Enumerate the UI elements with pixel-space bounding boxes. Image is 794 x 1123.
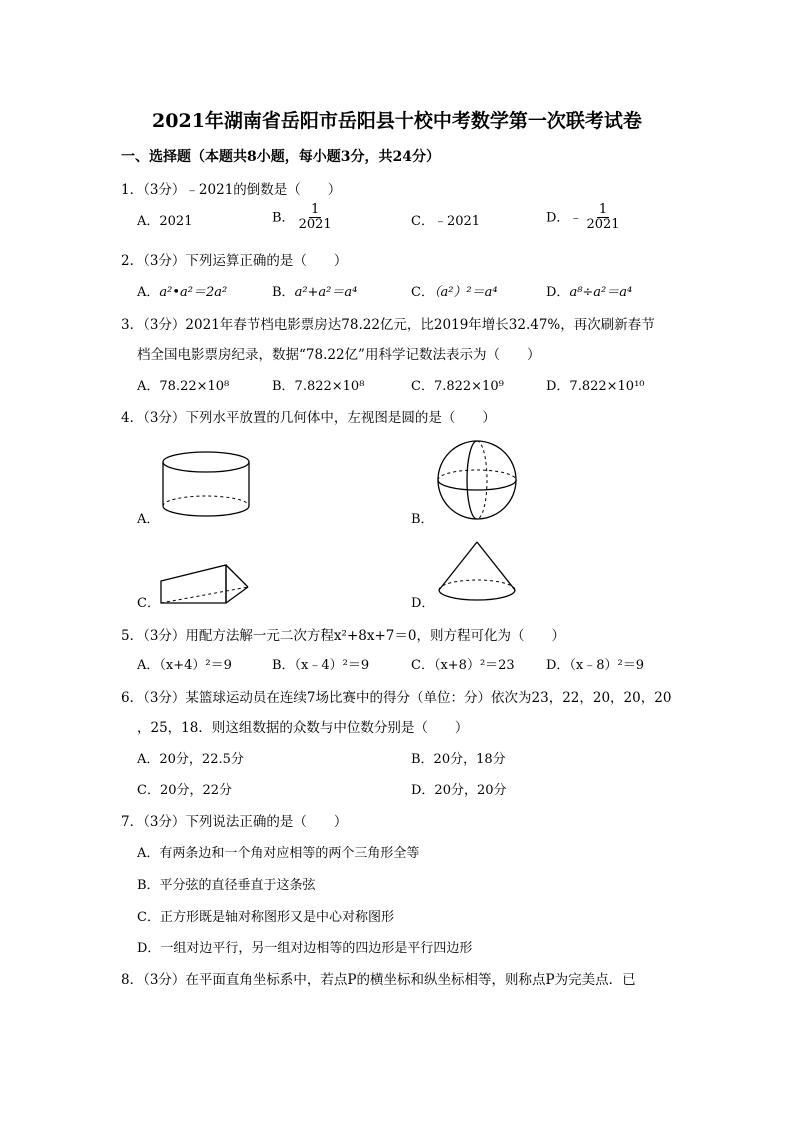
- question-2-stem: 2．（3分）下列运算正确的是（ ）: [121, 253, 348, 269]
- question-5-option-a: A．（x+4）²＝9: [137, 658, 232, 673]
- question-1-stem: 1．（3分）﹣2021的倒数是（ ）: [121, 182, 342, 198]
- fraction: $\frac{1}{2021}$: [586, 202, 620, 233]
- question-1-option-a: A．2021: [137, 214, 193, 229]
- question-6-option-b: B．20分，18分: [411, 752, 506, 767]
- question-1-option-d: D．﹣ $\frac{1}{2021}$: [546, 202, 620, 233]
- question-2-option-c: C．（a²）²＝a⁴: [411, 285, 498, 300]
- section-heading: 一、选择题（本题共8小题，每小题3分，共24分）: [121, 149, 440, 165]
- sphere-figure: [436, 439, 518, 521]
- question-2-option-d: D．a⁸÷a²＝a⁴: [546, 285, 633, 300]
- question-7-option-b: B．平分弦的直径垂直于这条弦: [137, 878, 316, 893]
- question-4-option-b: B．: [411, 512, 434, 527]
- question-5-stem: 5．（3分）用配方法解一元二次方程x²+8x+7＝0，则方程可化为（ ）: [121, 628, 565, 644]
- question-7-option-a: A．有两条边和一个角对应相等的两个三角形全等: [137, 846, 420, 861]
- cylinder-figure: [160, 450, 252, 520]
- question-3-option-d: D．7.822×10¹⁰: [546, 379, 645, 394]
- question-5-option-b: B．（x﹣4）²＝9: [272, 658, 370, 673]
- question-6-option-a: A．20分，22.5分: [137, 752, 244, 767]
- page-title: 2021年湖南省岳阳市岳阳县十校中考数学第一次联考试卷: [152, 110, 642, 132]
- question-6-option-d: D．20分，20分: [411, 783, 507, 798]
- question-2-option-b: B．a²+a²＝a⁴: [272, 285, 358, 300]
- question-8-stem: 8．（3分）在平面直角坐标系中，若点P的横坐标和纵坐标相等，则称点P为完美点．已: [121, 972, 636, 988]
- question-3-option-c: C．7.822×10⁹: [411, 379, 504, 394]
- question-3-option-b: B．7.822×10⁸: [272, 379, 365, 394]
- question-6-option-c: C．20分，22分: [137, 783, 233, 798]
- question-3-stem-line1: 3．（3分）2021年春节档电影票房达78.22亿元，比2019年增长32.47%，再次刷新春节: [121, 317, 655, 333]
- cone-figure: [436, 540, 518, 606]
- question-3-stem-line2: 档全国电影票房纪录，数据“78.22亿”用科学记数法表示为（ ）: [137, 347, 541, 363]
- question-3-option-a: A．78.22×10⁸: [137, 379, 230, 394]
- question-1-option-b: B． $\frac{1}{2021}$: [272, 202, 332, 233]
- question-7-option-c: C．正方形既是轴对称图形又是中心对称图形: [137, 910, 394, 925]
- question-4-option-a: A．: [137, 512, 160, 527]
- question-7-stem: 7．（3分）下列说法正确的是（ ）: [121, 814, 348, 830]
- question-7-option-d: D．一组对边平行，另一组对边相等的四边形是平行四边形: [137, 941, 473, 956]
- question-5-option-d: D．（x﹣8）²＝9: [546, 658, 645, 673]
- triangular-prism-figure: [158, 563, 254, 607]
- question-2-option-a: A．a²•a²＝2a²: [137, 285, 228, 300]
- fraction: $\frac{1}{2021}$: [298, 202, 332, 233]
- question-6-stem-line2: ，25，18．则这组数据的众数与中位数分别是（ ）: [137, 720, 469, 736]
- question-6-stem-line1: 6．（3分）某篮球运动员在连续7场比赛中的得分（单位：分）依次为23，22，20，20，20: [121, 690, 672, 706]
- question-4-option-d: D．: [411, 596, 435, 611]
- question-1-option-c: C．﹣2021: [411, 214, 481, 229]
- question-4-option-c: C．: [137, 596, 160, 611]
- question-5-option-c: C．（x+8）²＝23: [411, 658, 515, 673]
- question-4-stem: 4．（3分）下列水平放置的几何体中，左视图是圆的是（ ）: [121, 410, 496, 426]
